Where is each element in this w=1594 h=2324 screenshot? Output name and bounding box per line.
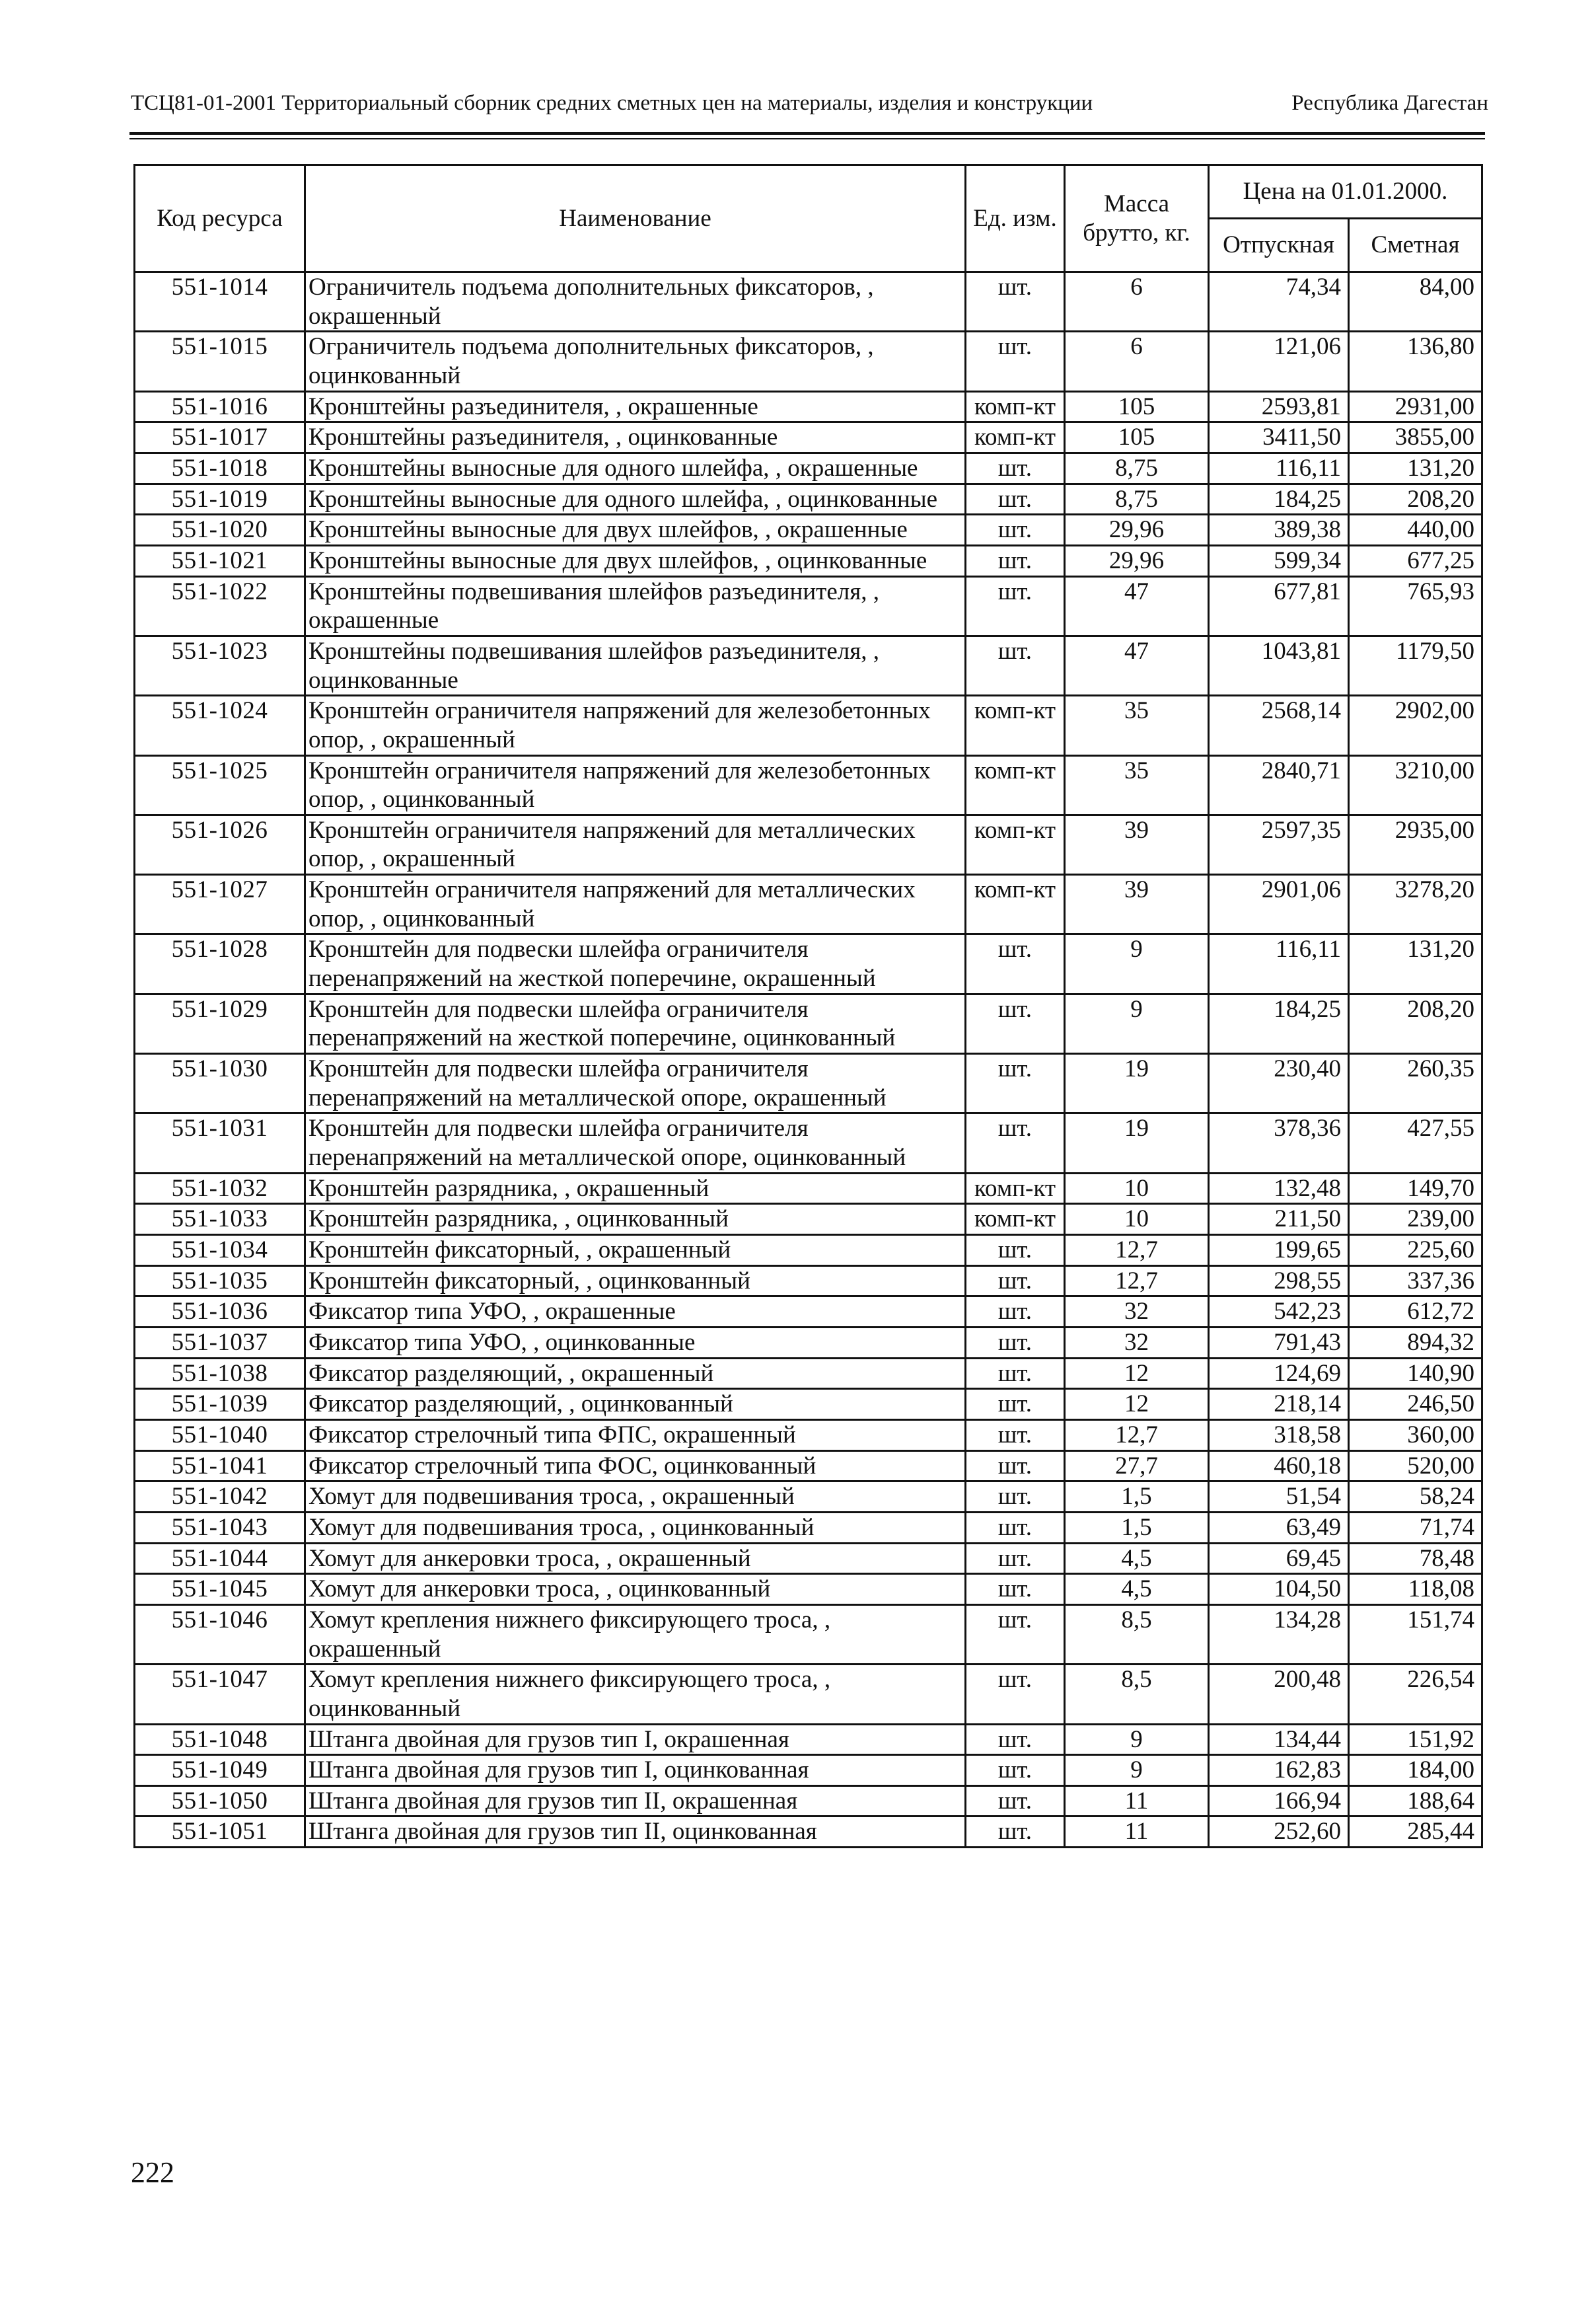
resource-name: Кронштейн ограничителя напряжений для металлических опор, , оцинкованный [305, 875, 966, 934]
unit-of-measure: комп-кт [966, 422, 1065, 453]
estimate-price: 226,54 [1349, 1665, 1482, 1724]
gross-mass: 29,96 [1065, 545, 1209, 576]
estimate-price: 225,60 [1349, 1235, 1482, 1266]
gross-mass: 10 [1065, 1173, 1209, 1204]
table-row [135, 332, 1482, 391]
resource-code: 551-1024 [135, 696, 305, 755]
gross-mass: 9 [1065, 934, 1209, 994]
resource-code: 551-1031 [135, 1113, 305, 1173]
release-price: 162,83 [1209, 1755, 1349, 1786]
unit-of-measure: шт. [966, 272, 1065, 332]
resource-name: Штанга двойная для грузов тип II, оцинкованная [305, 1817, 966, 1848]
resource-code: 551-1027 [135, 875, 305, 934]
resource-code: 551-1016 [135, 391, 305, 422]
table-row [135, 755, 1482, 815]
resource-code: 551-1026 [135, 815, 305, 874]
resource-code: 551-1038 [135, 1358, 305, 1389]
resource-name: Фиксатор стрелочный типа ФОС, оцинкованный [305, 1450, 966, 1481]
estimate-price: 239,00 [1349, 1204, 1482, 1235]
unit-of-measure: шт. [966, 1481, 1065, 1513]
resource-code: 551-1048 [135, 1724, 305, 1755]
resource-name: Кронштейн ограничителя напряжений для железобетонных опор, , оцинкованный [305, 755, 966, 815]
gross-mass: 19 [1065, 1054, 1209, 1113]
resource-code: 551-1047 [135, 1665, 305, 1724]
table-row [135, 515, 1482, 546]
table-row [135, 934, 1482, 994]
table-row [135, 1235, 1482, 1266]
column-header-price-group: Цена на 01.01.2000. [1209, 165, 1482, 219]
estimate-price: 131,20 [1349, 453, 1482, 484]
table-row [135, 1574, 1482, 1605]
resource-name: Кронштейн фиксаторный, , окрашенный [305, 1235, 966, 1266]
unit-of-measure: шт. [966, 934, 1065, 994]
gross-mass: 12,7 [1065, 1419, 1209, 1450]
resource-code: 551-1045 [135, 1574, 305, 1605]
estimate-price: 118,08 [1349, 1574, 1482, 1605]
release-price: 599,34 [1209, 545, 1349, 576]
estimate-price: 2935,00 [1349, 815, 1482, 874]
resource-code: 551-1017 [135, 422, 305, 453]
resource-code: 551-1042 [135, 1481, 305, 1513]
gross-mass: 8,75 [1065, 453, 1209, 484]
release-price: 2568,14 [1209, 696, 1349, 755]
unit-of-measure: шт. [966, 515, 1065, 546]
resource-code: 551-1051 [135, 1817, 305, 1848]
unit-of-measure: шт. [966, 1574, 1065, 1605]
table-row [135, 1173, 1482, 1204]
estimate-price: 677,25 [1349, 545, 1482, 576]
estimate-price: 151,74 [1349, 1604, 1482, 1664]
table-row [135, 1755, 1482, 1786]
header-rule-secondary [129, 138, 1485, 139]
estimate-price: 208,20 [1349, 994, 1482, 1053]
estimate-price: 440,00 [1349, 515, 1482, 546]
release-price: 124,69 [1209, 1358, 1349, 1389]
gross-mass: 11 [1065, 1785, 1209, 1817]
table-row [135, 1604, 1482, 1664]
resource-code: 551-1041 [135, 1450, 305, 1481]
estimate-price: 208,20 [1349, 484, 1482, 515]
resource-code: 551-1046 [135, 1604, 305, 1664]
resource-code: 551-1032 [135, 1173, 305, 1204]
gross-mass: 6 [1065, 272, 1209, 332]
gross-mass: 8,5 [1065, 1665, 1209, 1724]
resource-name: Ограничитель подъема дополнительных фиксаторов, , оцинкованный [305, 332, 966, 391]
unit-of-measure: шт. [966, 1265, 1065, 1296]
column-header-unit: Ед. изм. [966, 165, 1065, 272]
estimate-price: 136,80 [1349, 332, 1482, 391]
resource-name: Хомут крепления нижнего фиксирующего троса, , окрашенный [305, 1604, 966, 1664]
unit-of-measure: шт. [966, 1296, 1065, 1328]
resource-code: 551-1030 [135, 1054, 305, 1113]
resource-code: 551-1021 [135, 545, 305, 576]
unit-of-measure: шт. [966, 1665, 1065, 1724]
region-name: Республика Дагестан [1291, 91, 1488, 115]
table-row [135, 422, 1482, 453]
resource-name: Кронштейны разъединителя, , окрашенные [305, 391, 966, 422]
resource-name: Фиксатор типа УФО, , оцинкованные [305, 1327, 966, 1358]
table-row [135, 1785, 1482, 1817]
table-body [135, 272, 1482, 1848]
table-row [135, 1817, 1482, 1848]
estimate-price: 3278,20 [1349, 875, 1482, 934]
gross-mass: 9 [1065, 1724, 1209, 1755]
gross-mass: 29,96 [1065, 515, 1209, 546]
table-row [135, 994, 1482, 1053]
estimate-price: 131,20 [1349, 934, 1482, 994]
table-row [135, 1481, 1482, 1513]
release-price: 211,50 [1209, 1204, 1349, 1235]
column-header-code: Код ресурса [135, 165, 305, 272]
unit-of-measure: шт. [966, 1755, 1065, 1786]
table-row [135, 272, 1482, 332]
release-price: 104,50 [1209, 1574, 1349, 1605]
unit-of-measure: шт. [966, 1543, 1065, 1574]
table-row [135, 1113, 1482, 1173]
resource-code: 551-1023 [135, 636, 305, 695]
estimate-price: 149,70 [1349, 1173, 1482, 1204]
release-price: 184,25 [1209, 484, 1349, 515]
release-price: 132,48 [1209, 1173, 1349, 1204]
collection-title: ТСЦ81-01-2001 Территориальный сборник средних сметных цен на материалы, изделия и конструкции [131, 91, 1093, 115]
gross-mass: 4,5 [1065, 1574, 1209, 1605]
release-price: 134,44 [1209, 1724, 1349, 1755]
page-header [131, 91, 1488, 116]
estimate-price: 520,00 [1349, 1450, 1482, 1481]
unit-of-measure: шт. [966, 1327, 1065, 1358]
release-price: 200,48 [1209, 1665, 1349, 1724]
resource-name: Хомут для подвешивания троса, , окрашенный [305, 1481, 966, 1513]
release-price: 121,06 [1209, 332, 1349, 391]
unit-of-measure: шт. [966, 1235, 1065, 1266]
table-row [135, 1665, 1482, 1724]
resource-name: Штанга двойная для грузов тип I, оцинкованная [305, 1755, 966, 1786]
resource-code: 551-1018 [135, 453, 305, 484]
unit-of-measure: шт. [966, 545, 1065, 576]
unit-of-measure: комп-кт [966, 1204, 1065, 1235]
gross-mass: 35 [1065, 696, 1209, 755]
gross-mass: 11 [1065, 1817, 1209, 1848]
release-price: 298,55 [1209, 1265, 1349, 1296]
gross-mass: 12 [1065, 1358, 1209, 1389]
resource-name: Кронштейн ограничителя напряжений для металлических опор, , окрашенный [305, 815, 966, 874]
resource-name: Фиксатор типа УФО, , окрашенные [305, 1296, 966, 1328]
release-price: 74,34 [1209, 272, 1349, 332]
resource-name: Кронштейн для подвески шлейфа ограничителя перенапряжений на металлической опоре, оцинкованный [305, 1113, 966, 1173]
resource-name: Кронштейн ограничителя напряжений для железобетонных опор, , окрашенный [305, 696, 966, 755]
table-row [135, 815, 1482, 874]
table-row [135, 1296, 1482, 1328]
gross-mass: 8,75 [1065, 484, 1209, 515]
unit-of-measure: шт. [966, 1358, 1065, 1389]
resource-code: 551-1040 [135, 1419, 305, 1450]
resource-code: 551-1035 [135, 1265, 305, 1296]
table-row [135, 1512, 1482, 1543]
gross-mass: 1,5 [1065, 1481, 1209, 1513]
release-price: 218,14 [1209, 1389, 1349, 1420]
unit-of-measure: шт. [966, 484, 1065, 515]
table-row [135, 636, 1482, 695]
release-price: 791,43 [1209, 1327, 1349, 1358]
release-price: 542,23 [1209, 1296, 1349, 1328]
unit-of-measure: комп-кт [966, 391, 1065, 422]
release-price: 1043,81 [1209, 636, 1349, 695]
table-row [135, 1450, 1482, 1481]
release-price: 318,58 [1209, 1419, 1349, 1450]
table-row [135, 696, 1482, 755]
resource-code: 551-1049 [135, 1755, 305, 1786]
estimate-price: 140,90 [1349, 1358, 1482, 1389]
table-row [135, 1389, 1482, 1420]
resource-name: Кронштейны выносные для двух шлейфов, , оцинкованные [305, 545, 966, 576]
gross-mass: 39 [1065, 875, 1209, 934]
column-header-mass: Масса брутто, кг. [1065, 165, 1209, 272]
resource-code: 551-1036 [135, 1296, 305, 1328]
resource-name: Фиксатор стрелочный типа ФПС, окрашенный [305, 1419, 966, 1450]
resource-code: 551-1050 [135, 1785, 305, 1817]
table-row [135, 545, 1482, 576]
resource-name: Кронштейны подвешивания шлейфов разъединителя, , окрашенные [305, 576, 966, 636]
release-price: 460,18 [1209, 1450, 1349, 1481]
unit-of-measure: шт. [966, 1054, 1065, 1113]
estimate-price: 2902,00 [1349, 696, 1482, 755]
gross-mass: 27,7 [1065, 1450, 1209, 1481]
resource-name: Ограничитель подъема дополнительных фиксаторов, , окрашенный [305, 272, 966, 332]
gross-mass: 4,5 [1065, 1543, 1209, 1574]
table-row [135, 1419, 1482, 1450]
table-row [135, 1054, 1482, 1113]
gross-mass: 19 [1065, 1113, 1209, 1173]
gross-mass: 9 [1065, 1755, 1209, 1786]
resource-name: Штанга двойная для грузов тип I, окрашенная [305, 1724, 966, 1755]
release-price: 116,11 [1209, 453, 1349, 484]
resource-code: 551-1033 [135, 1204, 305, 1235]
release-price: 166,94 [1209, 1785, 1349, 1817]
resource-name: Кронштейн фиксаторный, , оцинкованный [305, 1265, 966, 1296]
table-row [135, 1358, 1482, 1389]
release-price: 2597,35 [1209, 815, 1349, 874]
unit-of-measure: комп-кт [966, 815, 1065, 874]
price-table [133, 164, 1483, 1848]
resource-name: Штанга двойная для грузов тип II, окрашенная [305, 1785, 966, 1817]
gross-mass: 8,5 [1065, 1604, 1209, 1664]
unit-of-measure: шт. [966, 1785, 1065, 1817]
resource-code: 551-1043 [135, 1512, 305, 1543]
unit-of-measure: шт. [966, 1604, 1065, 1664]
column-header-name: Наименование [305, 165, 966, 272]
gross-mass: 10 [1065, 1204, 1209, 1235]
table-row [135, 1265, 1482, 1296]
table-row [135, 1204, 1482, 1235]
resource-code: 551-1034 [135, 1235, 305, 1266]
resource-name: Кронштейн разрядника, , окрашенный [305, 1173, 966, 1204]
unit-of-measure: шт. [966, 576, 1065, 636]
release-price: 389,38 [1209, 515, 1349, 546]
estimate-price: 71,74 [1349, 1512, 1482, 1543]
estimate-price: 188,64 [1349, 1785, 1482, 1817]
unit-of-measure: шт. [966, 1724, 1065, 1755]
unit-of-measure: шт. [966, 994, 1065, 1053]
estimate-price: 2931,00 [1349, 391, 1482, 422]
resource-code: 551-1037 [135, 1327, 305, 1358]
unit-of-measure: шт. [966, 636, 1065, 695]
resource-name: Фиксатор разделяющий, , оцинкованный [305, 1389, 966, 1420]
resource-name: Хомут для анкеровки троса, , оцинкованный [305, 1574, 966, 1605]
estimate-price: 427,55 [1349, 1113, 1482, 1173]
table-row [135, 1724, 1482, 1755]
resource-name: Фиксатор разделяющий, , окрашенный [305, 1358, 966, 1389]
gross-mass: 105 [1065, 422, 1209, 453]
gross-mass: 47 [1065, 576, 1209, 636]
estimate-price: 58,24 [1349, 1481, 1482, 1513]
column-header-estimate-price: Сметная [1349, 219, 1482, 272]
estimate-price: 84,00 [1349, 272, 1482, 332]
estimate-price: 1179,50 [1349, 636, 1482, 695]
estimate-price: 246,50 [1349, 1389, 1482, 1420]
estimate-price: 78,48 [1349, 1543, 1482, 1574]
unit-of-measure: шт. [966, 1512, 1065, 1543]
release-price: 378,36 [1209, 1113, 1349, 1173]
unit-of-measure: комп-кт [966, 755, 1065, 815]
resource-code: 551-1044 [135, 1543, 305, 1574]
resource-code: 551-1025 [135, 755, 305, 815]
estimate-price: 3210,00 [1349, 755, 1482, 815]
gross-mass: 35 [1065, 755, 1209, 815]
resource-name: Кронштейны выносные для одного шлейфа, , окрашенные [305, 453, 966, 484]
estimate-price: 337,36 [1349, 1265, 1482, 1296]
estimate-price: 3855,00 [1349, 422, 1482, 453]
resource-name: Кронштейн для подвески шлейфа ограничителя перенапряжений на жесткой поперечине, оцинкованный [305, 994, 966, 1053]
resource-code: 551-1014 [135, 272, 305, 332]
page-number: 222 [131, 2156, 174, 2189]
release-price: 116,11 [1209, 934, 1349, 994]
unit-of-measure: шт. [966, 332, 1065, 391]
estimate-price: 151,92 [1349, 1724, 1482, 1755]
gross-mass: 12,7 [1065, 1265, 1209, 1296]
resource-code: 551-1020 [135, 515, 305, 546]
gross-mass: 32 [1065, 1327, 1209, 1358]
gross-mass: 12,7 [1065, 1235, 1209, 1266]
gross-mass: 105 [1065, 391, 1209, 422]
resource-name: Кронштейны разъединителя, , оцинкованные [305, 422, 966, 453]
unit-of-measure: шт. [966, 453, 1065, 484]
estimate-price: 285,44 [1349, 1817, 1482, 1848]
estimate-price: 260,35 [1349, 1054, 1482, 1113]
release-price: 2901,06 [1209, 875, 1349, 934]
resource-name: Хомут для анкеровки троса, , окрашенный [305, 1543, 966, 1574]
resource-code: 551-1029 [135, 994, 305, 1053]
table-row [135, 576, 1482, 636]
table-row [135, 391, 1482, 422]
resource-name: Кронштейн для подвески шлейфа ограничителя перенапряжений на жесткой поперечине, окрашенный [305, 934, 966, 994]
column-header-release-price: Отпускная [1209, 219, 1349, 272]
release-price: 184,25 [1209, 994, 1349, 1053]
table-row [135, 1327, 1482, 1358]
header-rule [129, 132, 1485, 135]
unit-of-measure: шт. [966, 1450, 1065, 1481]
unit-of-measure: шт. [966, 1389, 1065, 1420]
gross-mass: 32 [1065, 1296, 1209, 1328]
estimate-price: 894,32 [1349, 1327, 1482, 1358]
estimate-price: 360,00 [1349, 1419, 1482, 1450]
table-row [135, 453, 1482, 484]
unit-of-measure: шт. [966, 1817, 1065, 1848]
gross-mass: 39 [1065, 815, 1209, 874]
estimate-price: 612,72 [1349, 1296, 1482, 1328]
release-price: 134,28 [1209, 1604, 1349, 1664]
table-row [135, 875, 1482, 934]
release-price: 3411,50 [1209, 422, 1349, 453]
unit-of-measure: шт. [966, 1113, 1065, 1173]
release-price: 2593,81 [1209, 391, 1349, 422]
release-price: 51,54 [1209, 1481, 1349, 1513]
resource-code: 551-1022 [135, 576, 305, 636]
gross-mass: 6 [1065, 332, 1209, 391]
unit-of-measure: комп-кт [966, 875, 1065, 934]
resource-code: 551-1019 [135, 484, 305, 515]
unit-of-measure: шт. [966, 1419, 1065, 1450]
table-row [135, 1543, 1482, 1574]
estimate-price: 184,00 [1349, 1755, 1482, 1786]
release-price: 69,45 [1209, 1543, 1349, 1574]
release-price: 230,40 [1209, 1054, 1349, 1113]
gross-mass: 1,5 [1065, 1512, 1209, 1543]
gross-mass: 9 [1065, 994, 1209, 1053]
release-price: 63,49 [1209, 1512, 1349, 1543]
release-price: 677,81 [1209, 576, 1349, 636]
unit-of-measure: комп-кт [966, 696, 1065, 755]
table-row [135, 484, 1482, 515]
resource-name: Кронштейны выносные для двух шлейфов, , окрашенные [305, 515, 966, 546]
resource-code: 551-1015 [135, 332, 305, 391]
table-header [135, 165, 1482, 272]
resource-name: Кронштейн разрядника, , оцинкованный [305, 1204, 966, 1235]
estimate-price: 765,93 [1349, 576, 1482, 636]
resource-name: Кронштейны подвешивания шлейфов разъединителя, , оцинкованные [305, 636, 966, 695]
resource-name: Кронштейны выносные для одного шлейфа, , оцинкованные [305, 484, 966, 515]
gross-mass: 47 [1065, 636, 1209, 695]
resource-code: 551-1028 [135, 934, 305, 994]
resource-name: Хомут крепления нижнего фиксирующего троса, , оцинкованный [305, 1665, 966, 1724]
unit-of-measure: комп-кт [966, 1173, 1065, 1204]
resource-code: 551-1039 [135, 1389, 305, 1420]
release-price: 2840,71 [1209, 755, 1349, 815]
gross-mass: 12 [1065, 1389, 1209, 1420]
release-price: 252,60 [1209, 1817, 1349, 1848]
release-price: 199,65 [1209, 1235, 1349, 1266]
resource-name: Кронштейн для подвески шлейфа ограничителя перенапряжений на металлической опоре, окрашенный [305, 1054, 966, 1113]
resource-name: Хомут для подвешивания троса, , оцинкованный [305, 1512, 966, 1543]
